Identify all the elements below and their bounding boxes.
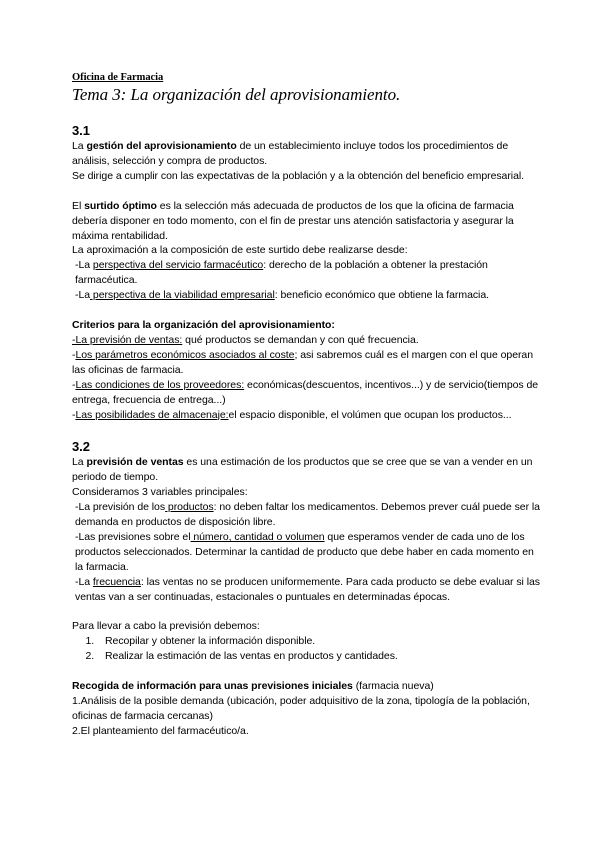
s1-item-2: -La perspectiva de la viabilidad empresarial: beneficio económico que obtiene la farmacia. [75, 289, 489, 302]
criteria-item-4: -Las posibilidades de almacenaje:el espacio disponible, el volúmen que ocupan los productos... [72, 408, 512, 421]
steps-list [72, 634, 542, 664]
s2-paragraph-2: Consideramos 3 variables principales: [72, 486, 248, 499]
criteria-item-3: -Las condiciones de los proveedores: económicas(descuentos, incentivos...) y de servicio(tiempos de entrega, frecuencia de entrega...) [72, 378, 539, 406]
s1-paragraph-2: Se dirige a cumplir con las expectativas de la población y a la obtención del beneficio empresarial. [72, 169, 525, 182]
criteria-heading: Criterios para la organización del aprovisionamiento: [72, 319, 335, 332]
s1-paragraph-4: La aproximación a la composición de este surtido debe realizarse desde: [72, 244, 408, 257]
term-prevision: previsión de ventas [86, 456, 184, 469]
term-gestion: gestión del aprovisionamiento [86, 140, 237, 152]
list-item: 2. Realizar la estimación de las ventas en productos y cantidades. [97, 649, 542, 664]
info-heading: Recogida de información para unas previsiones iniciales (farmacia nueva) [72, 680, 434, 693]
term-surtido: surtido óptimo [84, 199, 157, 212]
section-3-2-number: 3.2 [72, 439, 90, 455]
criteria-item-2: -Los parámetros económicos asociados al coste; asi sabremos cuál es el margen con el que operan las oficinas de farmacia. [72, 348, 534, 376]
page-title: Tema 3: La organización del aprovisionamiento. [72, 85, 401, 104]
s1-paragraph-3: El surtido óptimo es la selección más adecuada de productos de los que la oficina de farmacia debería disponer en todo momento, con el fin de prestar uns atención satisfactoria y asegurar la máxima rentabilidad. [72, 199, 514, 242]
section-3-1-number: 3.1 [72, 123, 90, 138]
office-label: Oficina de Farmacia [72, 72, 164, 83]
list-item: 1. Recopilar y obtener la información disponible. [97, 634, 542, 649]
s1-paragraph-1: La gestión del aprovisionamiento de un establecimiento incluye todos los procedimientos de análisis, selección y compra de productos. [72, 140, 509, 167]
info-line-2: 2.El planteamiento del farmacéutico/a. [72, 724, 249, 737]
info-line-1: 1.Análisis de la posible demanda (ubicación, poder adquisitivo de la zona, tipología de la población, oficinas de farmacia cercanas) [72, 695, 530, 722]
document-body [72, 71, 542, 739]
s2-paragraph-1: La previsión de ventas es una estimación de los productos que se cree que se van a vender en un periodo de tiempo. [72, 456, 533, 484]
s2-variable-2: -Las previsiones sobre el número, cantidad o volumen que esperamos vender de cada uno de los productos seleccionados. Determinar la cantidad de producto que debe haber en cada momento en la farmacia. [75, 530, 534, 573]
s2-paragraph-3: Para llevar a cabo la previsión debemos: [72, 620, 260, 633]
s2-variable-3: -La frecuencia: las ventas no se producen uniformemente. Para cada producto se debe evaluar si las ventas van a ser continuadas, estacionales o puntuales en determinadas épocas. [75, 575, 540, 603]
s1-item-1: -La perspectiva del servicio farmacéutico: derecho de la población a obtener la prestación farmacéutica. [75, 259, 488, 287]
criteria-item-1: -La previsión de ventas: qué productos se demandan y con qué frecuencia. [72, 333, 419, 346]
s2-variable-1: -La previsión de los productos: no deben faltar los medicamentos. Debemos prever cuál puede ser la demanda en productos de disposición libre. [75, 501, 540, 529]
